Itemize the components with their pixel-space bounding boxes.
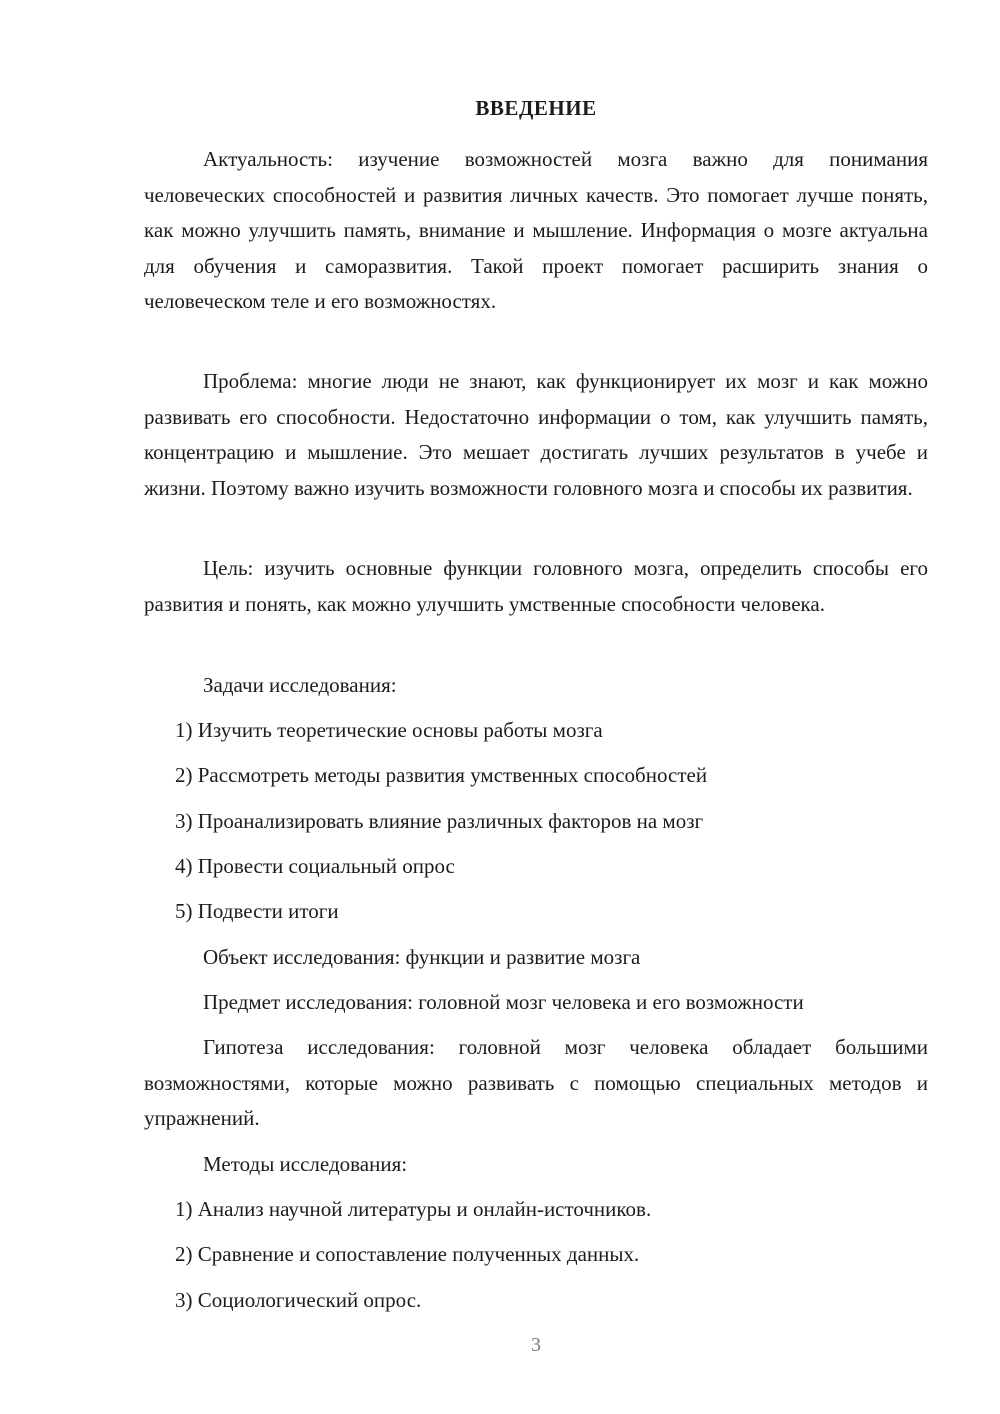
task-item-3: 3) Проанализировать влияние различных факторов на мозг — [175, 809, 704, 833]
relevance-paragraph: Актуальность: изучение возможностей мозга важно для понимания человеческих способностей и развития личных качеств. Это помогает лучше понять, как можно улучшить память, внимание и мышление. Информация о мозге актуальна для обучения и саморазвития. Такой проект помогает расширить знания о человеческом теле и его возможностях. — [144, 147, 928, 313]
task-item-5: 5) Подвести итоги — [175, 899, 339, 923]
goal-paragraph: Цель: изучить основные функции головного мозга, определить способы его развития и понять, как можно улучшить умственные способности человека. — [144, 556, 928, 616]
method-item-2: 2) Сравнение и сопоставление полученных данных. — [175, 1242, 640, 1266]
research-subject: Предмет исследования: головной мозг человека и его возможности — [203, 990, 804, 1014]
task-item-1: 1) Изучить теоретические основы работы мозга — [175, 718, 603, 742]
section-title: ВВЕДЕНИЕ — [475, 96, 597, 120]
task-item-2: 2) Рассмотреть методы развития умственных способностей — [175, 763, 708, 787]
research-object: Объект исследования: функции и развитие мозга — [203, 945, 641, 969]
tasks-heading: Задачи исследования: — [203, 673, 397, 697]
method-item-3: 3) Социологический опрос. — [175, 1288, 422, 1312]
task-item-4: 4) Провести социальный опрос — [175, 854, 455, 878]
problem-paragraph: Проблема: многие люди не знают, как функционирует их мозг и как можно развивать его способности. Недостаточно информации о том, как улучшить память, концентрацию и мышление. Это мешает достигать лучших результатов в учебе и жизни. Поэтому важно изучить возможности головного мозга и способы их развития. — [144, 369, 928, 500]
methods-heading: Методы исследования: — [203, 1152, 408, 1176]
method-item-1: 1) Анализ научной литературы и онлайн-источников. — [175, 1197, 652, 1221]
page-number: 3 — [531, 1334, 541, 1356]
hypothesis-paragraph: Гипотеза исследования: головной мозг человека обладает большими возможностями, которые можно развивать с помощью специальных методов и упражнений. — [144, 1035, 928, 1130]
